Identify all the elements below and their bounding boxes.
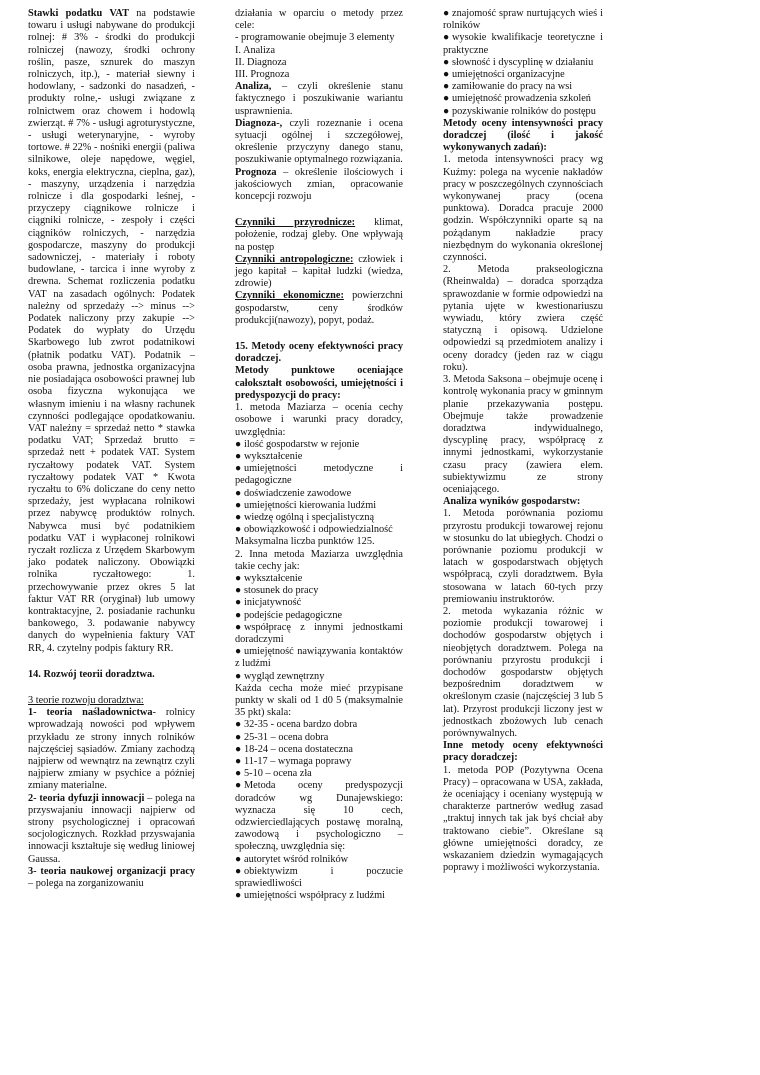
results-method-1: 1. Metoda porównania poziomu przyrostu produkcji towarowej rejonu w stosunku do lat ubiegłych. Chodzi o porównanie poziomu produkcji w latach w gospodarstwach objętych współpracą, czyli doradztwem. Była stosowana w latach 60-tych przy premiowaniu instruktorów.: [443, 508, 603, 605]
list-item: ● umiejętność prowadzenia szkoleń: [443, 93, 591, 105]
list-item: ● doświadczenie zawodowe: [235, 487, 352, 499]
list-item: ● obiektywizm i poczucie sprawiedliwości: [235, 865, 403, 890]
continued-text: działania w oparciu o metody przez cele:: [235, 8, 403, 32]
list-item: ● obowiązkowość i odpowiedzialność: [235, 524, 393, 536]
theory-1: 1- teoria naśladownictwa- rolnicy wprowadzają nowości pod wpływem przykładu ze strony innych rolników najczęściej sąsiadów. Zmiany zachodzą najpierw od wewnątrz na zewnątrz czyli najpierw zmiany w psychice a później zmiany materialne.: [28, 707, 196, 792]
intensity-method-2: 2. Metoda prakseologiczna (Rheinwalda) – doradca sporządza sprawozdanie w formie odpowiedzi na pytania ujęte w kwestionariuszu wywiadu, który zwiera część statyczną i opisową. Udzielone odpowiedzi są przedmiotem analizy i oceny doradcy (jeden raz w ciągu roku).: [443, 264, 603, 373]
column-3: [443, 8, 603, 1068]
other-methods-heading: Inne metody oceny efektywności pracy doradczej:: [443, 740, 603, 764]
theory-2: 2- teoria dyfuzji innowacji – polega na przyswajaniu innowacji najpierw od strony psychologicznej i opracowań socjologicznych. Rozkład przyswajania innowacji kształtuje się według liniowej Gaussa.: [28, 792, 195, 865]
list-item: ● 11-17 – wymaga poprawy: [235, 755, 352, 767]
list-item: ● Metoda oceny predyspozycji doradców wg Dunajewskiego: wyznacza się 10 cech, odzwierciedlających postawę moralną, zawodową i psychologiczno – społeczną, uwzględnia się:: [235, 780, 403, 853]
method-1-list: [235, 439, 403, 537]
list-item: ● autorytet wśród rolników: [235, 853, 349, 865]
list-item: ● wykształcenie: [235, 450, 303, 462]
list-item: ● 5-10 – ocena zła: [235, 768, 312, 780]
other-method-1: 1. metoda POP (Pozytywna Ocena Pracy) – opracowana w USA, zakłada, że oceniający i oceniany występują w charakterze partnerów według zasad „traktuj innych tak jak byś chciał aby traktowano ciebie”. Określane są główne umiejętności doradcy, ze wskazaniem dziedzin wymagających poprawy i możliwości wykorzystania.: [443, 764, 603, 874]
prognoza-paragraph: Prognoza – określenie ilościowych i jakościowych zmian, opracowanie koncepcji rozwoju: [235, 166, 403, 203]
column-2: [235, 8, 403, 1068]
list-item: ● umiejętności kierowania ludźmi: [235, 499, 377, 511]
theory-3: 3- teoria naukowej organizacji pracy – polega na zorganizowaniu: [28, 865, 195, 890]
list-item: ● 25-31 – ocena dobra: [235, 731, 329, 743]
list-item: ● współpracę z innymi jednostkami doradczymi: [235, 621, 403, 645]
vat-text: na podstawie towaru i usługi nabywane do produkcji rolnej: # 3% - środki do produkcji rolniczej (nawozy, środki ochrony roślin, pasze, sznurek do maszyn rolniczych, itp.), - materiał siewny i hodowlany, - sadzonki do nasadzeń, - produkty rolne,- usługi związane z rolnictwem oraz chowem i hodowlą zwierząt. # 7% - usługi agroturystyczne, - usługi weterynaryjne, - wyroby tortowe. # 22% - nośniki energii (paliwa silnikowe, oleje napędowe, węgiel, koks, energia elektryczna, cieplna, gaz), - maszyny, urządzenia i narzędzia rolnicze i dla gospodarki leśnej, - przyczepy ciągnikowe rolnicze i ciągniki rolnicze, - zespoły i części ciągników rolniczych, - narzędzia gospodarcze, maszyny do produkcji sadowniczej, - materiały i roboty budowlane, - tarcica i inne wyroby z drewna. Schemat rozliczenia podatku VAT na zasadach ogólnych: Podatek należny od sprzedaży --> minus --> Podatek naliczony przy zakupie --> Podatek do wypłaty do Urzędu Skarbowego lub zwrot podatnikowi (płatnik podatku VAT). Podatnik – osoba prawna, jednostka organizacyjna nie posiadająca osobowości prawnej lub osoba fizyczna wykonująca we własnym imieniu i na własny rachunek czynności podlegające opodatkowaniu. VAT należny = sprzedaż netto * stawka podatku VAT; Sprzedaż brutto = sprzedaż nett + podatek VAT. System ryczałtowy podatek VAT. System ryczałtowy podatek VAT * Kwota ryczałtu to 6% doliczane do ceny netto sprzedaży, jest wypłacana rolnikowi przez nabywcę produktów rolnych. Nabywca musi być podatnikiem podatku VAT i wypłaconej rolnikowi ryczałt rozlicza z Urzędem Skarbowym jako podatek naliczony. Obowiązki rolnika ryczałtowego: 1. przechowywanie przez okres 5 lat faktur VAT RR (oryginał) lub umowy kontraktacyjne, 2. posiadanie rachunku bankowego, 3. podawanie nabywcy danych do wypełnienia faktury VAT RR, 4. czytelny podpis faktury RR.: [28, 8, 195, 654]
point-methods-heading: Metody punktowe oceniające całokształt osobowości, umiejętności i predyspozycji do pracy:: [235, 365, 403, 401]
column-1: [28, 8, 195, 1068]
list-item: ● 18-24 – ocena dostateczna: [235, 743, 353, 755]
intensity-method-1: 1. metoda intensywności pracy wg Kuźmy: polega na wycenie nakładów pracy w poszczególnych czynnościach wykonywanej pracy (ocena punktowa). Doradca pracuje 2000 godzin. Współczynniki oparte są na pożądanym nakładzie pracy niezbędnym do wykonania określonej czynności.: [443, 154, 603, 264]
section-14-intro: 3 teorie rozwoju doradztwa:: [28, 694, 144, 706]
section-15-heading: 15. Metody oceny efektywności pracy doradczej.: [235, 341, 403, 365]
list-item: ● pozyskiwanie rolników do postępu: [443, 105, 596, 117]
results-method-2: 2. metoda wykazania różnic w poziomie produkcji towarowej i dochodów gospodarstw objętych i nieobjętych doradztwem. Polega na porównaniu przyrostu produkcji i dochodów gospodarstw objętych bezpośrednim doradztwem w określonym czasie (najczęściej 3 lub 5 lat). Przyrost produkcji liczony jest w jednostkach zbożowych lub cenach porównywalnych.: [443, 605, 603, 739]
list-item: ● słowność i dyscyplinę w działaniu: [443, 56, 594, 68]
list-item: ● wygląd zewnętrzny: [235, 670, 325, 682]
list-item: ● podejście pedagogiczne: [235, 609, 343, 621]
roman-item-1: I. Analiza: [235, 44, 276, 56]
roman-item-2: II. Diagnoza: [235, 56, 287, 68]
method-2-list: [235, 573, 403, 683]
list-item: ● umiejętności organizacyjne: [443, 69, 565, 81]
vat-heading: Stawki podatku VAT: [28, 8, 129, 19]
scale-list: [235, 719, 403, 902]
list-item: ● inicjatywność: [235, 597, 302, 609]
method-2-text: 2. Inna metoda Maziarza uwzględnia takie cechy jak:: [235, 548, 403, 572]
list-item: ● ilość gospodarstw w rejonie: [235, 438, 360, 450]
list-item: ● wiedzę ogólną i specjalistyczną: [235, 511, 375, 523]
predispositions-list: [443, 8, 603, 118]
intensity-method-3: 3. Metoda Saksona – obejmuje ocenę i kontrolę wykonania pracy w gminnym planie przekazywania postępu. Obejmuje także prowadzenie doradztwa indywidualnego, dyscyplinę pracy, współpracę z innymi jednostkami, wykorzystanie czasu pracy (zawiera elem. subiektywizmu ze strony oceniającego.: [443, 374, 603, 495]
intensity-heading: Metody oceny intensywności pracy doradczej (ilość i jakość wykonywanych zadań):: [443, 117, 603, 154]
list-item: ● stosunek do pracy: [235, 585, 319, 597]
section-14-heading: 14. Rozwój teorii doradztwa.: [28, 668, 155, 680]
list-item: ● 32-35 - ocena bardzo dobra: [235, 719, 358, 731]
programming-line: - programowanie obejmuje 3 elementy: [235, 32, 395, 44]
factors-anthropological: Czynniki antropologiczne: człowiek i jego kapitał – kapitał ludzki (wiedza, zdrowie): [235, 253, 403, 290]
list-item: ● umiejętności współpracy z ludźmi: [235, 890, 385, 902]
vat-paragraph: [28, 8, 195, 655]
list-item: ● wykształcenie: [235, 572, 303, 584]
list-item: ● umiejętności metodyczne i pedagogiczne: [235, 463, 403, 487]
roman-item-3: III. Prognoza: [235, 69, 290, 81]
list-item: ● wysokie kwalifikacje teoretyczne i praktyczne: [443, 32, 603, 56]
factors-natural: Czynniki przyrodnicze: klimat, położenie, rodzaj gleby. One wpływają na postęp: [235, 217, 403, 253]
factors-economic: Czynniki ekonomiczne: powierzchni gospodarstw, ceny środków produkcji(nawozy), popyt, podaż.: [235, 290, 403, 326]
method-1-max: Maksymalna liczba punktów 125.: [235, 536, 375, 548]
results-heading: Analiza wyników gospodarstw:: [443, 496, 581, 508]
document-page: [28, 8, 734, 1068]
list-item: ● znajomość spraw nurtujących wieś i rolników: [443, 8, 603, 32]
method-1-text: 1. metoda Maziarza – ocenia cechy osobowe i warunki pracy doradcy, uwzględnia:: [235, 402, 403, 438]
list-item: ● umiejętność nawiązywania kontaktów z ludźmi: [235, 646, 403, 670]
list-item: ● zamiłowanie do pracy na wsi: [443, 81, 573, 93]
scale-text: Każda cecha może mieć przypisane punkty w skali od 1 d0 5 (maksymalnie 35 pkt) skala:: [235, 682, 403, 719]
diagnoza-paragraph: Diagnoza-, czyli rozeznanie i ocena sytuacji ogólnej i szczegółowej, określenie przyczyny danego stanu, poszukiwanie optymalnego rozwiązania.: [235, 117, 403, 166]
analiza-paragraph: Analiza, – czyli określenie stanu faktycznego i poszukiwanie wariantu usprawnienia.: [235, 81, 403, 117]
